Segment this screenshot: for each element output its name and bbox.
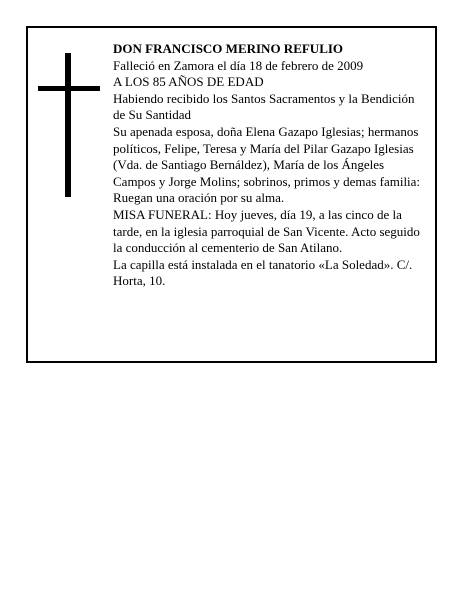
family-line: Su apenada esposa, doña Elena Gazapo Iglesias; hermanos políticos, Felipe, Teresa y María del Pilar Gazapo Iglesias (Vda. de Santiago Bernáldez), María de los Ángeles Campos y Jorge Molins; sobrinos, primos y demas familia: xyxy=(113,123,421,189)
death-date-line: Falleció en Zamora el día 18 de febrero de 2009 xyxy=(113,57,364,73)
chapel-line: La capilla está instalada en el tanatorio «La Soledad». C/. Horta, 10. xyxy=(113,256,413,289)
deceased-name: DON FRANCISCO MERINO REFULIO xyxy=(113,41,344,56)
funeral-mass-line: MISA FUNERAL: Hoy jueves, día 19, a las cinco de la tarde, en la iglesia parroquial de San Vicente. Acto seguido la conducción al cementerio de San Atilano. xyxy=(113,206,420,256)
prayer-line: Ruegan una oración por su alma. xyxy=(113,190,285,206)
obituary-text xyxy=(113,41,425,290)
cross-horizontal-bar xyxy=(38,86,100,91)
cross-vertical-bar xyxy=(65,53,71,197)
age-line: A LOS 85 AÑOS DE EDAD xyxy=(113,74,264,90)
cross-icon xyxy=(38,53,100,197)
sacraments-line: Habiendo recibido los Santos Sacramentos y la Bendición de Su Santidad xyxy=(113,90,415,123)
